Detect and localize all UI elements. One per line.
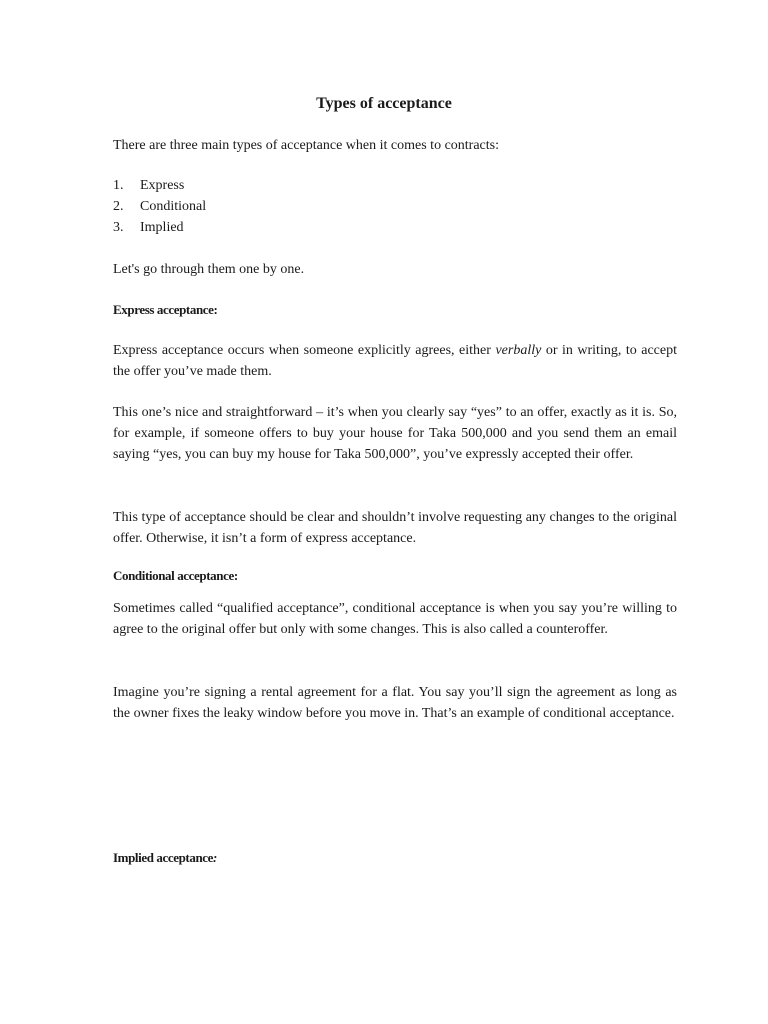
express-p1-text-before: Express acceptance occurs when someone explicitly agrees, either [113,343,496,358]
acceptance-types-list [113,175,206,238]
lead-paragraph: Let's go through them one by one. [113,262,305,277]
list-item-text: Implied [140,220,184,235]
list-item [113,196,206,217]
implied-heading-text: Implied acceptance [113,850,214,865]
conditional-heading: Conditional acceptance: [113,568,238,583]
list-item-text: Conditional [140,199,207,214]
list-number: 2. [113,199,124,214]
express-p1-text-after: or in writing, to accept the offer you’ve made them. [113,343,677,379]
express-paragraph-2: This one’s nice and straightforward – it’s when you clearly say “yes” to an offer, exactly as it is. So, for example, if someone offers to buy your house for Taka 500,000 and you send them an email saying “yes, you can buy my house for Taka 500,000”, you’ve expressly accepted their offer. [113,405,677,462]
list-number: 1. [113,178,124,193]
conditional-paragraph-2: Imagine you’re signing a rental agreement for a flat. You say you’ll sign the agreement as long as the owner fixes the leaky window before you move in. That’s an example of conditional acceptance. [113,685,677,721]
list-number: 3. [113,220,124,235]
express-p1-italic: verbally [495,343,542,358]
list-item [113,175,206,196]
conditional-paragraph-1: Sometimes called “qualified acceptance”, conditional acceptance is when you say you’re willing to agree to the original offer but only with some changes. This is also called a counteroffer. [113,601,677,637]
list-item-text: Express [140,178,185,193]
implied-heading-colon: : [213,850,217,865]
implied-heading [113,848,217,868]
document-title: Types of acceptance [316,95,452,112]
express-heading: Express acceptance: [113,302,218,317]
intro-paragraph: There are three main types of acceptance when it comes to contracts: [113,138,499,153]
express-paragraph-3: This type of acceptance should be clear and shouldn’t involve requesting any changes to the original offer. Otherwise, it isn’t a form of express acceptance. [113,510,677,546]
express-paragraph-1 [113,340,677,382]
list-item [113,217,206,238]
